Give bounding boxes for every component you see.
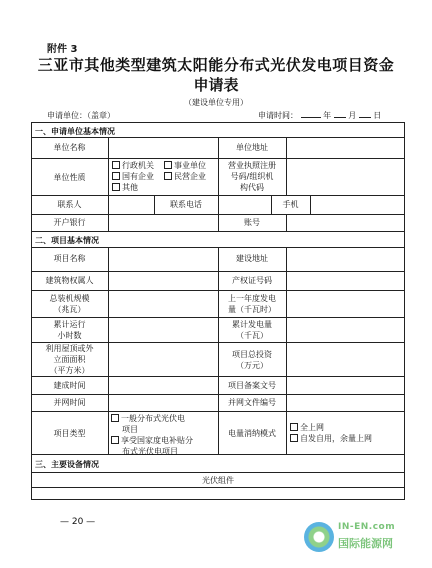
grid-doc-label: 并网文件编号 (228, 398, 276, 407)
form-subtitle: （建设单位专用） (184, 98, 248, 107)
applicant-label: 申请单位：（盖章） (47, 111, 115, 120)
pv-modules-label: 光伏组件 (202, 476, 234, 485)
capacity-label: 总装机规模 （兆瓦） (49, 294, 90, 314)
grid-time-label: 并网时间 (53, 398, 86, 407)
checkbox-icon (290, 434, 298, 442)
business-license-field[interactable] (287, 159, 404, 194)
unit-nature-options (110, 160, 216, 194)
checkbox-icon (112, 172, 120, 180)
mobile-label: 手机 (282, 200, 299, 209)
phone-field[interactable] (219, 196, 270, 213)
type-option-general[interactable]: 一般分布式光伏电 (111, 413, 217, 424)
owner-field[interactable] (109, 272, 217, 289)
property-cert-label: 产权证号码 (232, 276, 272, 285)
unit-address-label: 单位地址 (236, 143, 268, 152)
project-type-options: 一般分布式光伏电 项目 享受国家度电补贴分 布式光伏电项目 (111, 413, 217, 457)
watermark-en: IN-EN.com (338, 522, 396, 532)
area-label: 利用屋顶或外 立面面积 （平方米） (45, 344, 94, 375)
attachment-label: 附件 3 (47, 44, 78, 55)
build-address-label: 建设地址 (236, 254, 268, 263)
date-month: 月 (348, 111, 357, 120)
contact-field[interactable] (109, 196, 153, 213)
account-field[interactable] (287, 215, 404, 230)
date-year: 年 (323, 111, 332, 120)
cumulative-output-field[interactable] (287, 318, 404, 341)
watermark (304, 520, 422, 560)
investment-field[interactable] (287, 343, 404, 375)
mode-option-self-use[interactable]: 自发自用，余量上网 (290, 433, 404, 444)
mode-option-full-grid[interactable]: 全上网 (290, 422, 404, 433)
account-label: 账号 (244, 218, 260, 227)
unit-name-label: 单位名称 (53, 143, 86, 152)
filing-no-field[interactable] (287, 377, 404, 393)
checkbox-icon (164, 172, 172, 180)
business-license-label: 营业执照注册 号码/组织机 构代码 (228, 161, 276, 192)
project-name-label: 项目名称 (53, 254, 86, 263)
bank-field[interactable] (109, 215, 217, 230)
nature-option-state-owned[interactable]: 国有企业 (112, 171, 154, 182)
grid-time-field[interactable] (109, 395, 217, 410)
investment-label: 项目总投资 （万元） (232, 350, 272, 370)
checkbox-icon (112, 183, 120, 191)
section1-title: 一、申请单位基本情况 (35, 127, 115, 136)
consumption-mode-label: 电量消纳模式 (228, 429, 276, 438)
build-time-field[interactable] (109, 377, 217, 393)
watermark-cn: 国际能源网 (338, 537, 393, 550)
contact-label: 联系人 (57, 200, 82, 209)
page-number: — 20 — (60, 517, 96, 527)
checkbox-icon (164, 161, 172, 169)
in-en-logo-icon (304, 522, 334, 552)
mobile-field[interactable] (311, 196, 404, 213)
form-title-line2: 申请表 (193, 76, 239, 94)
phone-label: 联系电话 (170, 200, 202, 209)
owner-label: 建筑物权属人 (45, 276, 94, 285)
nature-option-institution[interactable]: 事业单位 (164, 160, 206, 171)
bank-label: 开户银行 (53, 218, 86, 227)
nature-option-government[interactable]: 行政机关 (112, 160, 154, 171)
filing-no-label: 项目备案文号 (228, 381, 276, 390)
checkbox-icon (112, 161, 120, 169)
area-field[interactable] (109, 343, 217, 375)
capacity-field[interactable] (109, 291, 217, 316)
cumulative-output-label: 累计发电量 （千瓦） (232, 320, 272, 340)
last-year-output-field[interactable] (287, 291, 404, 316)
nature-option-private[interactable]: 民营企业 (164, 171, 206, 182)
runtime-label: 累计运行 小时数 (53, 320, 86, 340)
date-day: 日 (373, 111, 382, 120)
unit-nature-label: 单位性质 (53, 173, 86, 182)
form-title-line1: 三亚市其他类型建筑太阳能分布式光伏发电项目资金 (37, 56, 395, 74)
property-cert-field[interactable] (287, 272, 404, 289)
project-type-label: 项目类型 (53, 429, 86, 438)
section3-title: 三、主要设备情况 (35, 460, 99, 469)
date-label: 申请时间： (258, 111, 298, 120)
grid-doc-field[interactable] (287, 395, 404, 410)
unit-name-field[interactable] (109, 138, 217, 157)
last-year-output-label: 上一年度发电 量（千瓦时） (228, 294, 276, 314)
checkbox-icon (290, 423, 298, 431)
checkbox-icon (111, 414, 119, 422)
type-option-subsidy[interactable]: 享受国家度电补贴分 (111, 435, 217, 446)
project-name-field[interactable] (109, 248, 217, 270)
build-time-label: 建成时间 (53, 381, 86, 390)
build-address-field[interactable] (287, 248, 404, 270)
unit-address-field[interactable] (287, 138, 404, 157)
checkbox-icon (111, 436, 119, 444)
section2-title: 二、项目基本情况 (35, 236, 99, 245)
consumption-mode-options (290, 422, 404, 444)
runtime-field[interactable] (109, 318, 217, 341)
application-date (258, 110, 381, 121)
nature-option-other[interactable]: 其他 (112, 182, 138, 193)
